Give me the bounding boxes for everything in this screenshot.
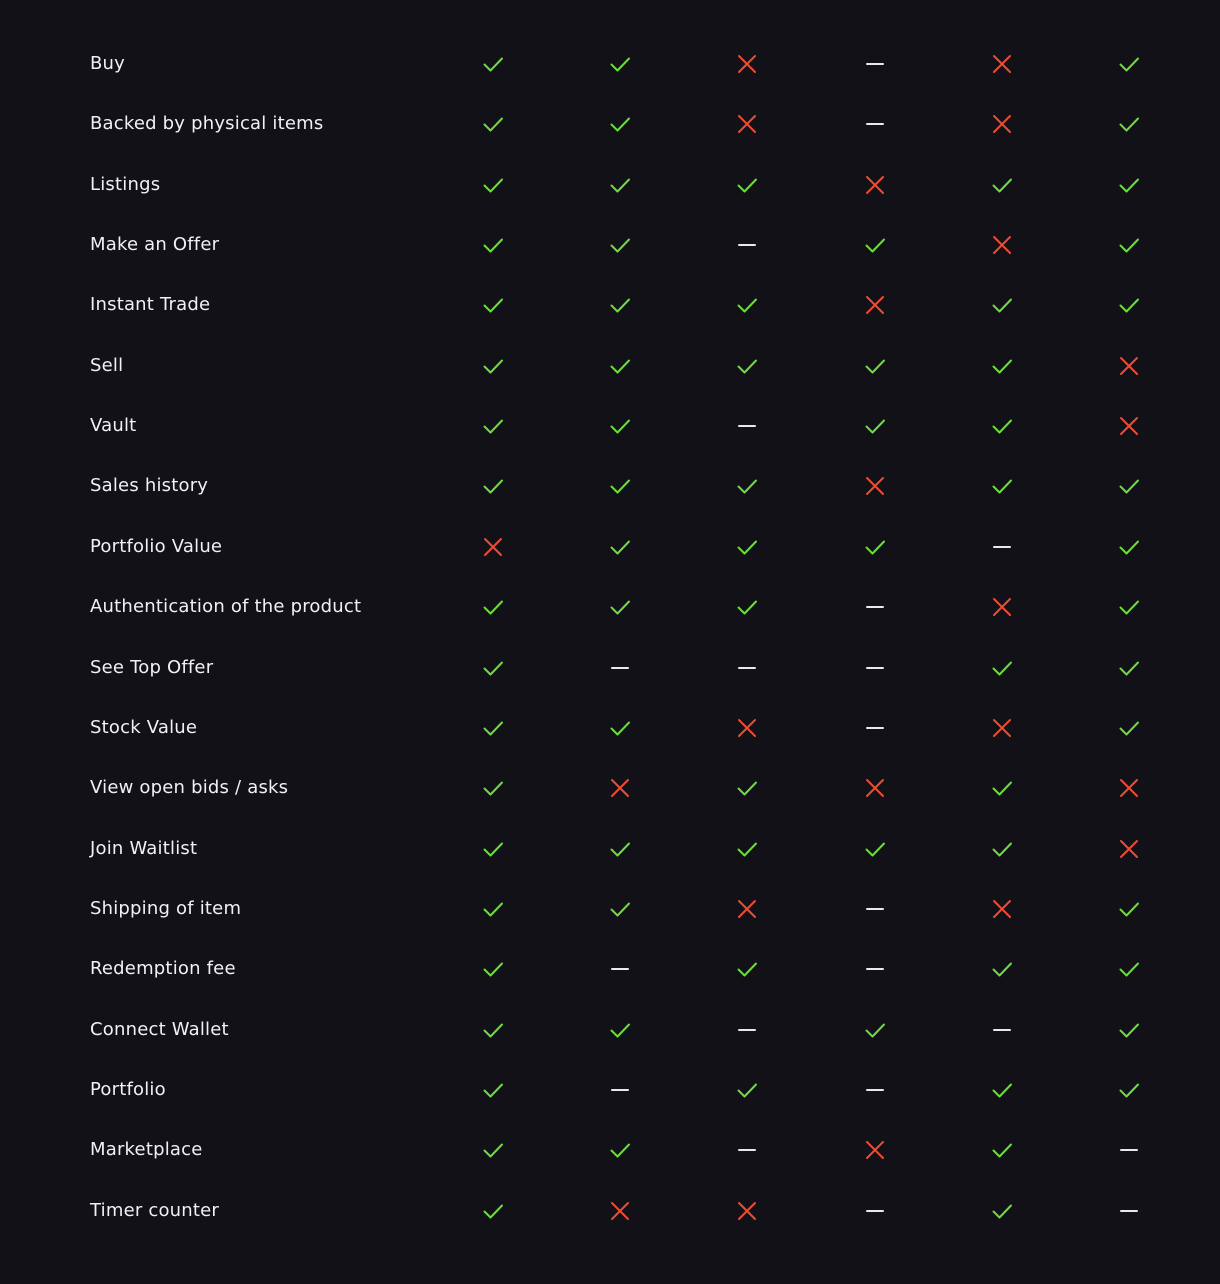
cross-icon xyxy=(982,879,1022,939)
feature-label: View open bids / asks xyxy=(90,777,289,799)
check-icon xyxy=(1109,275,1149,335)
check-icon xyxy=(473,758,513,818)
check-icon xyxy=(982,155,1022,215)
dash-icon xyxy=(1109,1120,1149,1180)
dash-icon xyxy=(727,638,767,698)
cross-icon xyxy=(982,94,1022,154)
cross-icon xyxy=(855,155,895,215)
dash-icon xyxy=(855,638,895,698)
feature-row xyxy=(0,1120,1220,1180)
cross-icon xyxy=(855,758,895,818)
check-icon xyxy=(1109,939,1149,999)
cross-icon xyxy=(600,758,640,818)
dash-icon xyxy=(855,34,895,94)
feature-label: Sales history xyxy=(90,475,209,497)
check-icon xyxy=(600,94,640,154)
check-icon xyxy=(600,215,640,275)
check-icon xyxy=(1109,215,1149,275)
feature-row xyxy=(0,336,1220,396)
cross-icon xyxy=(473,517,513,577)
check-icon xyxy=(600,879,640,939)
feature-row xyxy=(0,34,1220,94)
feature-label: Vault xyxy=(90,415,137,437)
check-icon xyxy=(473,215,513,275)
check-icon xyxy=(600,275,640,335)
feature-row xyxy=(0,879,1220,939)
check-icon xyxy=(1109,638,1149,698)
feature-label: Make an Offer xyxy=(90,234,220,256)
feature-label: Sell xyxy=(90,354,124,376)
check-icon xyxy=(473,577,513,637)
dash-icon xyxy=(855,939,895,999)
dash-icon xyxy=(600,638,640,698)
check-icon xyxy=(727,275,767,335)
check-icon xyxy=(600,698,640,758)
dash-icon xyxy=(600,939,640,999)
feature-label: Marketplace xyxy=(90,1139,203,1161)
cross-icon xyxy=(982,34,1022,94)
dash-icon xyxy=(727,215,767,275)
feature-row xyxy=(0,155,1220,215)
check-icon xyxy=(600,1120,640,1180)
cross-icon xyxy=(1109,819,1149,879)
feature-label: Connect Wallet xyxy=(90,1018,229,1040)
feature-row xyxy=(0,1000,1220,1060)
dash-icon xyxy=(855,94,895,154)
cross-icon xyxy=(600,1181,640,1241)
check-icon xyxy=(982,939,1022,999)
check-icon xyxy=(855,396,895,456)
dash-icon xyxy=(855,1060,895,1120)
cross-icon xyxy=(855,1120,895,1180)
check-icon xyxy=(600,517,640,577)
dash-icon xyxy=(855,879,895,939)
feature-label: Authentication of the product xyxy=(90,596,362,618)
check-icon xyxy=(855,336,895,396)
check-icon xyxy=(473,155,513,215)
check-icon xyxy=(982,1060,1022,1120)
check-icon xyxy=(473,1060,513,1120)
check-icon xyxy=(727,819,767,879)
dash-icon xyxy=(855,1181,895,1241)
cross-icon xyxy=(982,215,1022,275)
dash-icon xyxy=(982,1000,1022,1060)
check-icon xyxy=(600,336,640,396)
check-icon xyxy=(727,336,767,396)
dash-icon xyxy=(727,1120,767,1180)
check-icon xyxy=(473,939,513,999)
feature-row xyxy=(0,819,1220,879)
feature-row xyxy=(0,577,1220,637)
check-icon xyxy=(473,396,513,456)
check-icon xyxy=(473,94,513,154)
check-icon xyxy=(727,939,767,999)
check-icon xyxy=(473,1120,513,1180)
cross-icon xyxy=(982,698,1022,758)
feature-row xyxy=(0,275,1220,335)
feature-label: Timer counter xyxy=(90,1199,220,1221)
check-icon xyxy=(600,34,640,94)
dash-icon xyxy=(727,396,767,456)
check-icon xyxy=(727,517,767,577)
cross-icon xyxy=(1109,396,1149,456)
feature-label: Portfolio Value xyxy=(90,535,223,557)
feature-row xyxy=(0,396,1220,456)
feature-label: Join Waitlist xyxy=(90,837,198,859)
check-icon xyxy=(600,1000,640,1060)
feature-label: Backed by physical items xyxy=(90,113,324,135)
check-icon xyxy=(473,638,513,698)
cross-icon xyxy=(1109,758,1149,818)
dash-icon xyxy=(727,1000,767,1060)
check-icon xyxy=(473,879,513,939)
check-icon xyxy=(855,517,895,577)
check-icon xyxy=(727,577,767,637)
feature-label: Instant Trade xyxy=(90,294,211,316)
feature-row xyxy=(0,456,1220,516)
feature-label: Portfolio xyxy=(90,1078,166,1100)
check-icon xyxy=(1109,155,1149,215)
feature-label: Stock Value xyxy=(90,716,198,738)
cross-icon xyxy=(1109,336,1149,396)
check-icon xyxy=(855,215,895,275)
dash-icon xyxy=(982,517,1022,577)
check-icon xyxy=(473,275,513,335)
feature-label: Listings xyxy=(90,173,161,195)
cross-icon xyxy=(727,879,767,939)
dash-icon xyxy=(1109,1181,1149,1241)
check-icon xyxy=(855,819,895,879)
cross-icon xyxy=(727,1181,767,1241)
check-icon xyxy=(473,819,513,879)
check-icon xyxy=(473,1181,513,1241)
cross-icon xyxy=(982,577,1022,637)
cross-icon xyxy=(855,275,895,335)
check-icon xyxy=(1109,456,1149,516)
feature-label: See Top Offer xyxy=(90,656,214,678)
feature-row xyxy=(0,698,1220,758)
check-icon xyxy=(600,396,640,456)
check-icon xyxy=(727,456,767,516)
feature-row xyxy=(0,939,1220,999)
check-icon xyxy=(982,758,1022,818)
cross-icon xyxy=(855,456,895,516)
check-icon xyxy=(1109,34,1149,94)
check-icon xyxy=(1109,577,1149,637)
check-icon xyxy=(600,155,640,215)
check-icon xyxy=(855,1000,895,1060)
feature-row xyxy=(0,1060,1220,1120)
dash-icon xyxy=(600,1060,640,1120)
feature-label: Shipping of item xyxy=(90,897,242,919)
check-icon xyxy=(982,638,1022,698)
feature-row xyxy=(0,215,1220,275)
cross-icon xyxy=(727,698,767,758)
check-icon xyxy=(982,1120,1022,1180)
check-icon xyxy=(727,1060,767,1120)
check-icon xyxy=(473,456,513,516)
dash-icon xyxy=(855,577,895,637)
cross-icon xyxy=(727,34,767,94)
check-icon xyxy=(1109,1060,1149,1120)
check-icon xyxy=(982,336,1022,396)
check-icon xyxy=(600,819,640,879)
check-icon xyxy=(473,34,513,94)
check-icon xyxy=(727,758,767,818)
feature-row xyxy=(0,1181,1220,1241)
cross-icon xyxy=(727,94,767,154)
check-icon xyxy=(473,336,513,396)
check-icon xyxy=(1109,94,1149,154)
feature-row xyxy=(0,94,1220,154)
check-icon xyxy=(1109,517,1149,577)
check-icon xyxy=(600,577,640,637)
check-icon xyxy=(473,1000,513,1060)
feature-row xyxy=(0,638,1220,698)
check-icon xyxy=(982,275,1022,335)
check-icon xyxy=(1109,879,1149,939)
check-icon xyxy=(473,698,513,758)
check-icon xyxy=(982,456,1022,516)
feature-label: Buy xyxy=(90,53,126,74)
feature-label: Redemption fee xyxy=(90,958,236,980)
check-icon xyxy=(1109,698,1149,758)
check-icon xyxy=(982,396,1022,456)
check-icon xyxy=(982,819,1022,879)
check-icon xyxy=(982,1181,1022,1241)
check-icon xyxy=(1109,1000,1149,1060)
check-icon xyxy=(727,155,767,215)
check-icon xyxy=(600,456,640,516)
dash-icon xyxy=(855,698,895,758)
feature-row xyxy=(0,758,1220,818)
feature-row xyxy=(0,517,1220,577)
